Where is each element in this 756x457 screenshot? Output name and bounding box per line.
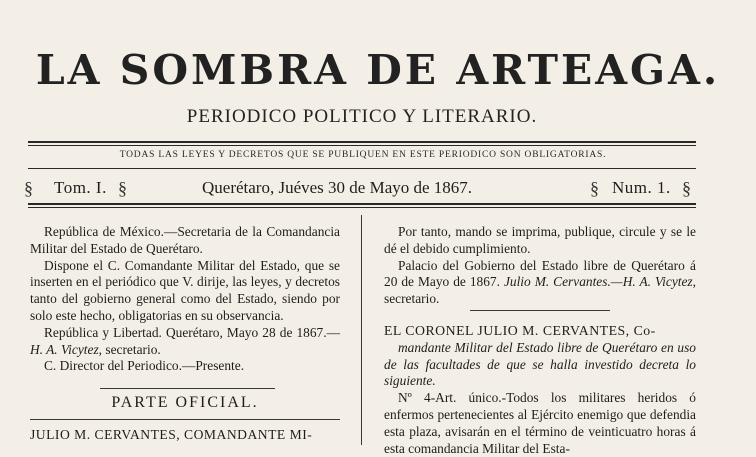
obligatory-notice: TODAS LAS LEYES Y DECRETOS QUE SE PUBLIQUEN EN ESTE PERIODICO SON OBLIGATORIAS. — [119, 150, 607, 160]
section-heading: PARTE OFICIAL. — [111, 394, 259, 411]
republica-paragraph: República y Libertad. Querétaro, Mayo 28 de 1867.—H. A. Vicytez, secretario. — [30, 324, 340, 357]
ornament-left-inner-icon: § — [118, 178, 127, 198]
palacio-paragraph: Palacio del Gobierno del Estado libre de Querétaro á 20 de Mayo de 1867. Julio M. Cervantes.—H. A. Vicytez, secretario. — [384, 257, 696, 307]
dispone-paragraph: Dispone el C. Comandante Militar del Estado, que se inserten en el periódico que V. dirije, las leyes, y decretos tanto del gobierno general como del Estado, siendo por solo este hecho, obligatorias en su observancia. — [30, 257, 340, 323]
left-column — [30, 224, 340, 375]
newspaper-subtitle: PERIODICO POLITICO Y LITERARIO. — [186, 106, 538, 127]
decree-start-line: JULIO M. CERVANTES, COMANDANTE MI- — [30, 427, 313, 442]
section-rule — [100, 388, 275, 389]
ornament-right-inner-icon: § — [590, 178, 599, 198]
director-paragraph: C. Director del Periodico.—Presente. — [44, 358, 245, 374]
secretaria-header-paragraph: República de México.—Secretaria de la Comandancia Militar del Estado de Querétaro. — [30, 224, 340, 256]
signature-vicytez: H. A. Vicytez, — [30, 341, 103, 357]
volume-label: Tom. I. — [54, 178, 107, 197]
issue-date: Querétaro, Juéves 30 de Mayo de 1867. — [202, 178, 473, 197]
ornament-right-icon: § — [682, 178, 691, 198]
section-rule-bottom — [30, 419, 340, 420]
right-column — [384, 224, 696, 308]
decree-preamble: mandante Militar del Estado libre de Querétaro en uso de las facultades de que se halla investido decreta lo siguiente. — [384, 339, 696, 389]
decree-article: Nº 4-Art. único.-Todos los militares heridos ó enfermos pertenecientes al Ejército enemigo que defendia esta plaza, avisarán en el término de veinticuatro horas á esta comandancia Militar del Esta- — [384, 390, 696, 456]
signature-cervantes: Julio M. Cervantes.—H. A. Vicytez, — [503, 274, 696, 290]
newspaper-title: LA SOMBRA DE ARTEAGA. — [35, 46, 721, 94]
column-divider — [361, 215, 362, 445]
dateline-rule-top — [28, 168, 696, 169]
ornament-left-icon: § — [24, 178, 33, 198]
top-double-rule-a — [28, 141, 696, 143]
por-tanto-paragraph: Por tanto, mando se imprima, publique, circule y se le dé el debido cumplimiento. — [384, 224, 696, 256]
decree-rule — [470, 310, 610, 311]
top-double-rule-b — [28, 145, 696, 146]
issue-number: Num. 1. — [612, 178, 671, 197]
decree-block — [384, 323, 696, 457]
dateline-rule-bottom-b — [28, 207, 696, 208]
decree-heading: EL CORONEL JULIO M. CERVANTES, Co- — [384, 323, 656, 338]
dateline-rule-bottom-a — [28, 203, 696, 205]
